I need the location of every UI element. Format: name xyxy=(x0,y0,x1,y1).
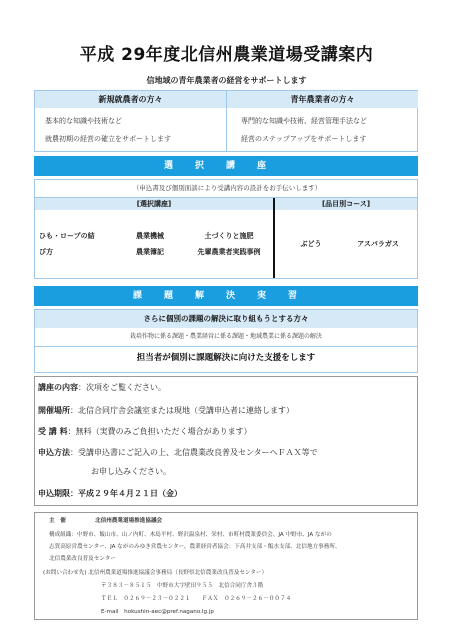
detail-apply-cont: お申し込みください。 xyxy=(91,467,171,476)
course-senior-cases: 先輩農業者実践事例 xyxy=(197,248,261,256)
course-section-header: 選択講座 xyxy=(34,156,418,176)
host-name: 北信州農業道場推進協議会 xyxy=(95,518,163,524)
young-farmers-header: 青年農業者の方々 xyxy=(227,91,418,108)
contact-address: 〒３８３－８５１５ 中野市大字壁田９５５ 北信合同庁舎３階 xyxy=(101,583,264,589)
course-asparagus: アスパラガス xyxy=(357,240,399,248)
contact-email[interactable]: E-mail hokushin-aec@pref.nagano.lg.jp xyxy=(101,609,214,615)
elective-header: [選択講座] xyxy=(35,198,273,210)
course-rope-tying-2: び方 xyxy=(39,248,53,256)
issue-support-text: 担当者が個別に課題解決に向けた支援をします xyxy=(136,353,316,363)
issue-target-text: さらに個別の課題の解決に取り組もうとする方々 xyxy=(35,310,417,328)
host-label: 主 催 xyxy=(49,518,66,524)
course-soil-fertilizing: 土づくりと施肥 xyxy=(204,232,254,240)
course-split-line xyxy=(273,198,275,278)
new-farmers-line-1: 基本的な知識や技術など xyxy=(45,117,122,125)
details-box xyxy=(34,376,418,506)
detail-apply: 申込方法：受講申込書にご記入の上、北信農業改良普及センターへＦＡＸ等で xyxy=(38,448,318,457)
course-bookkeeping: 農業簿記 xyxy=(136,248,164,256)
table-divider xyxy=(226,91,227,151)
target-audience-table xyxy=(34,90,418,152)
new-farmers-line-2: 就農初期の経営の確立をサポートします xyxy=(45,135,171,143)
issue-box xyxy=(34,309,418,373)
page-title: 平成 29年度北信州農業道場受講案内 xyxy=(79,45,374,65)
organizer-box xyxy=(34,512,418,620)
contact-label: (お問い合わせ先) 北信州農業道場推進協議会事務局（長野県北信農業改良普及センター） xyxy=(43,570,268,576)
course-table xyxy=(34,179,418,279)
detail-fee: 受 講 料：無料（実費のみご負担いただく場合があります） xyxy=(38,427,252,436)
contact-phone: ＴＥＬ ０２６９－２３－０２２１ ＦＡＸ ０２６９－２６－００７４ xyxy=(101,596,292,602)
members-line-1: 構成組織：中野市、飯山市、山ノ内町、木島平村、野沢温泉村、栄村、市町村農業委員会、JA 中野市、JA ながの xyxy=(49,532,332,538)
young-farmers-line-2: 経営のステップアップをサポートします xyxy=(241,135,367,143)
new-farmers-header: 新規就農者の方々 xyxy=(35,91,226,108)
course-farm-machinery: 農業機械 xyxy=(136,232,164,240)
issue-divider xyxy=(35,346,417,347)
page-subtitle: 信地域の青年農業者の経営をサポートします xyxy=(146,76,307,85)
course-rope-tying-1: ひも・ロープの結 xyxy=(39,232,95,240)
crop-course-header: [品目別コース] xyxy=(275,198,417,210)
members-line-2: 志賀高原営農センター、JA ながのみゆき営農センター、農業経営者協会：下高井支部・飯水支部、北信地方事務所、 xyxy=(49,544,341,550)
members-line-3: 北信農業改良普及センター xyxy=(49,556,116,562)
detail-venue: 開催場所：北信合同庁舎会議室または現地（受講申込者に連絡します） xyxy=(38,406,294,415)
course-note: （申込書及び個別面談により受講内容の設計をお手伝いします） xyxy=(132,184,322,192)
young-farmers-line-1: 専門的な知識や技術、経営管理手法など xyxy=(241,117,367,125)
issue-topics-text: 栽培作物に係る課題・農業経営に係る課題・地域農業に係る課題の解決 xyxy=(129,333,322,340)
detail-content: 講座の内容：次項をご覧ください。 xyxy=(38,383,166,392)
issue-section-header: 課題解決実習 xyxy=(34,286,418,306)
detail-deadline: 申込期限：平成２９年４月２１日（金） xyxy=(38,489,182,498)
course-grape: ぶどう xyxy=(300,240,322,248)
